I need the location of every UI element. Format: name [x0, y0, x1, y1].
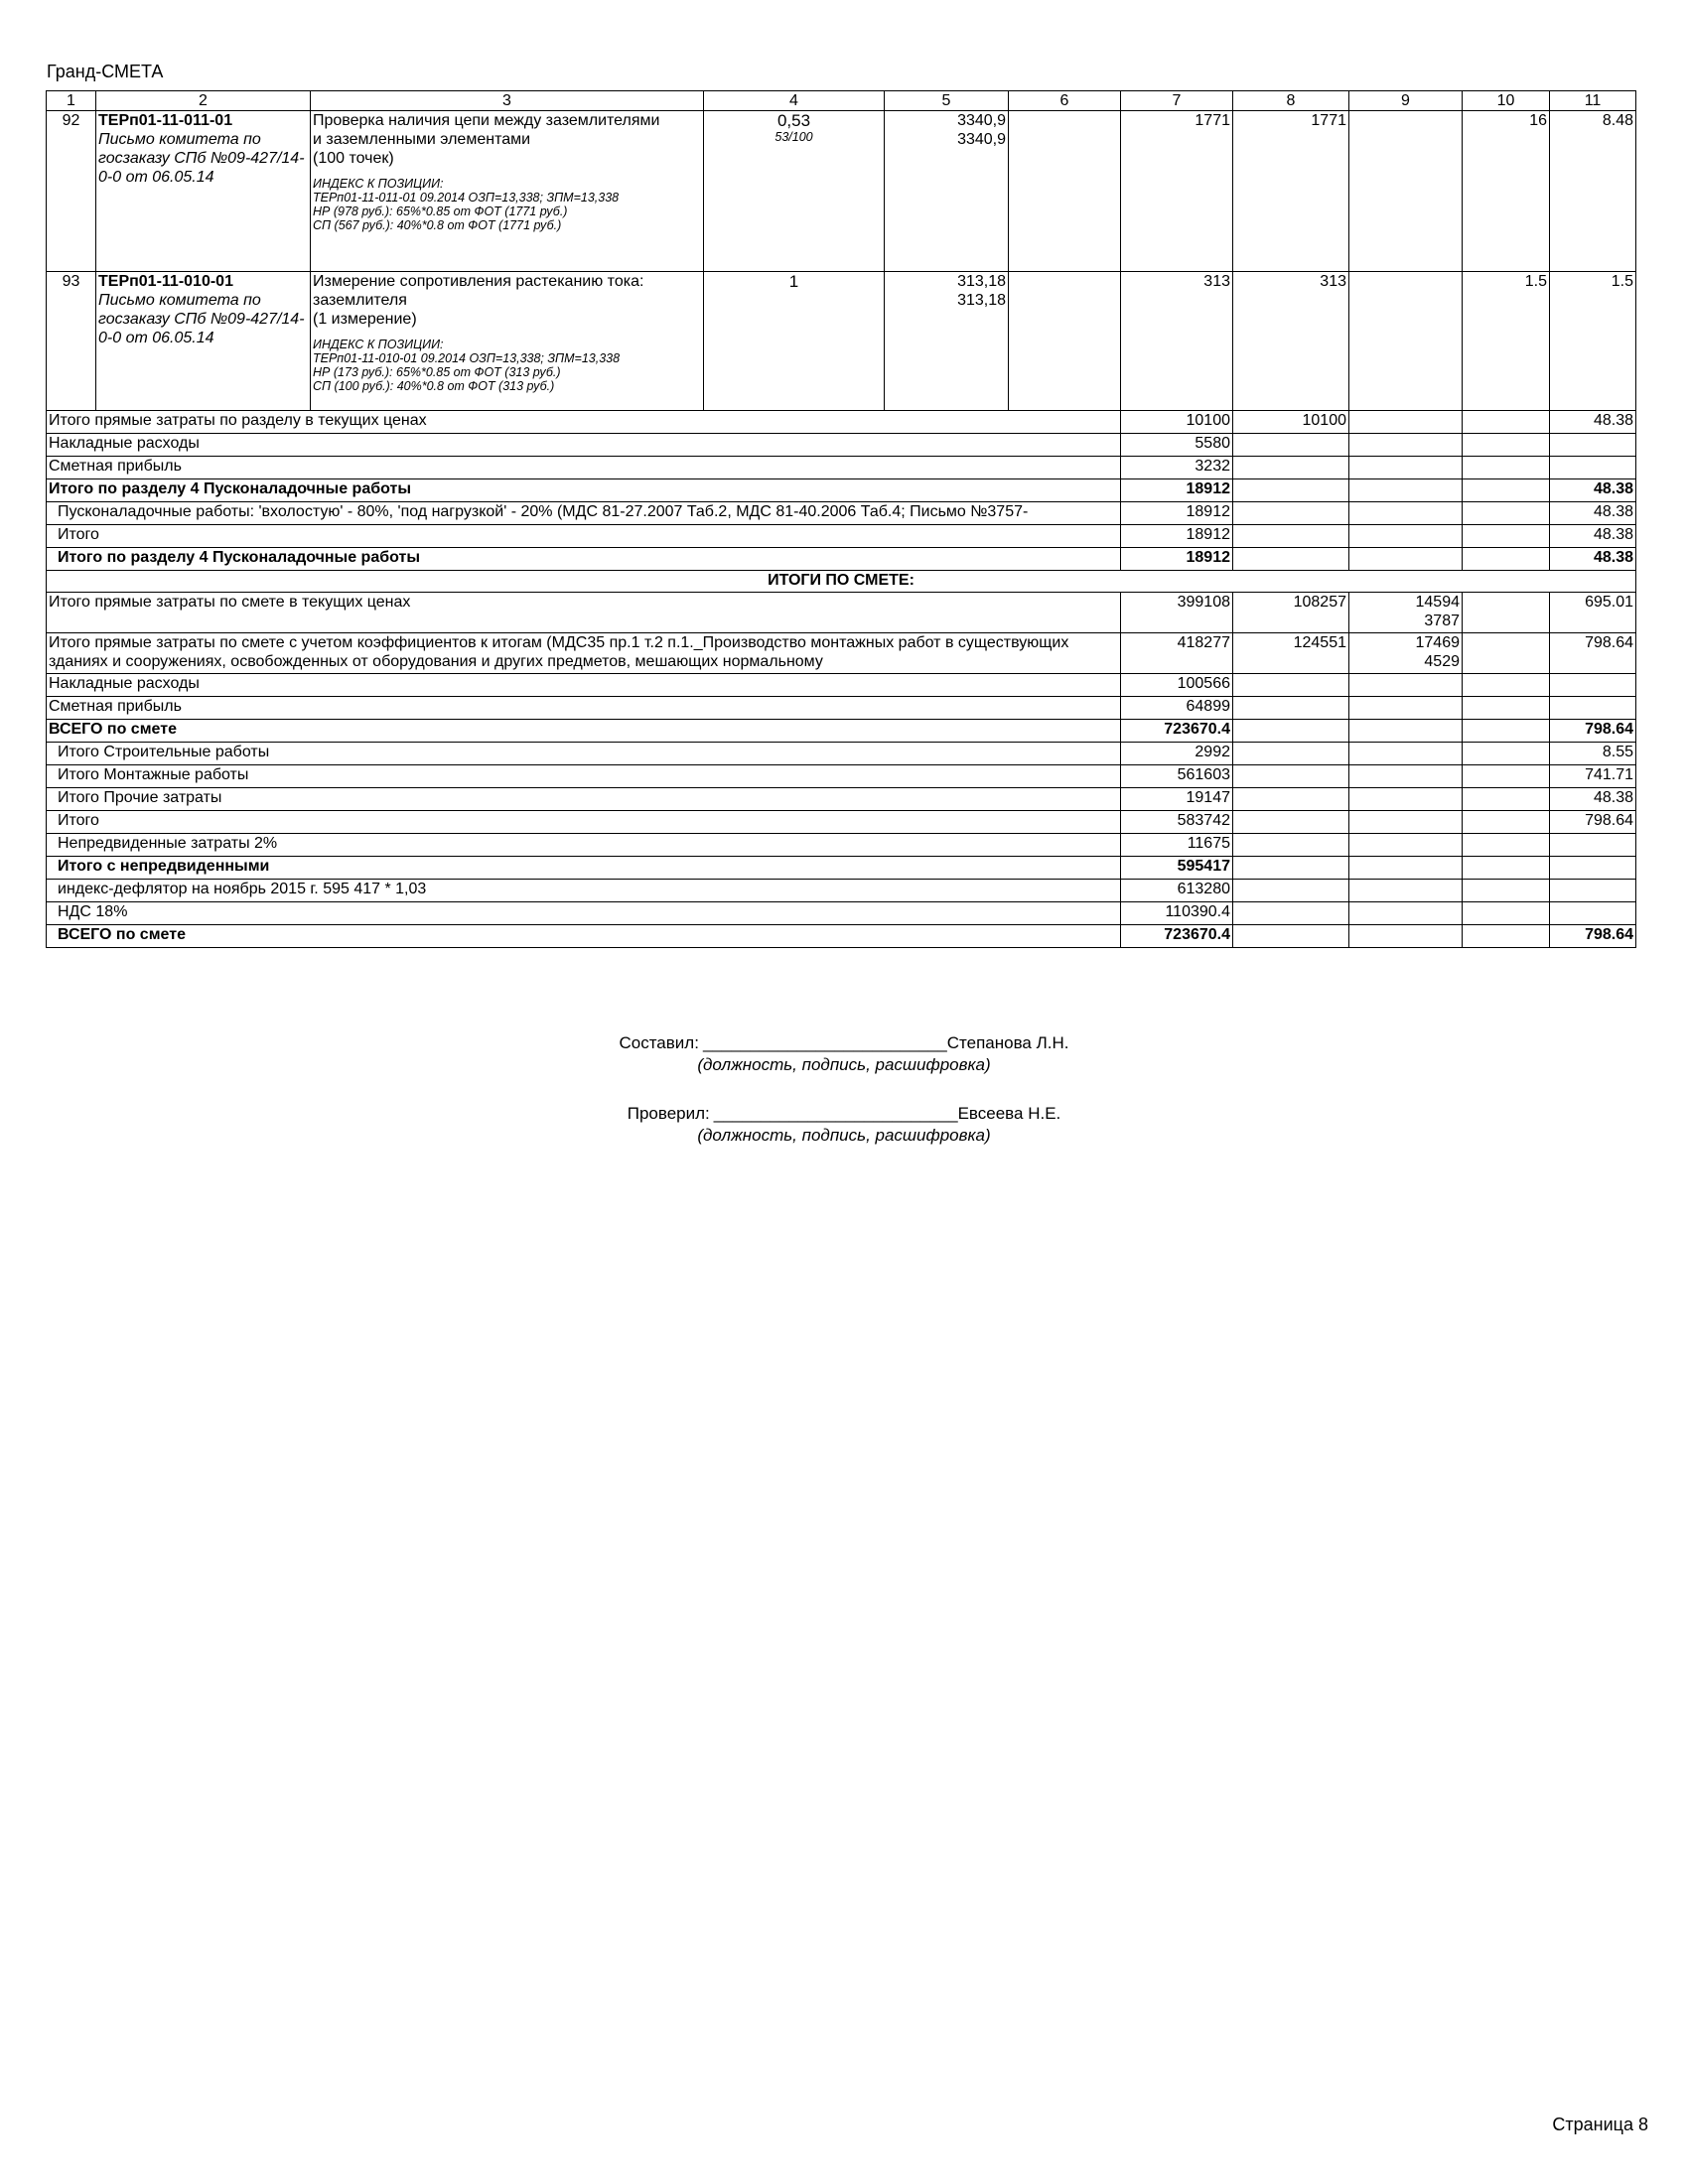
summary-row: [47, 674, 1636, 697]
summary-col-7: 399108: [1121, 593, 1233, 633]
summary-col-11: 48.38: [1550, 479, 1636, 502]
summary-col-9: [1349, 525, 1463, 548]
summary-label: Итого по разделу 4 Пусконаладочные работы: [47, 479, 1121, 502]
summary-col-11: 48.38: [1550, 548, 1636, 571]
summary-col-10: [1463, 834, 1550, 857]
totals-header-row: [47, 571, 1636, 593]
summary-col-11: [1550, 880, 1636, 902]
summary-label: Итого: [47, 811, 1121, 834]
item-col-6: [1009, 272, 1121, 411]
page-number: Страница 8: [1552, 2115, 1648, 2134]
summary-col-9: [1349, 743, 1463, 765]
signature-block: [0, 1032, 1688, 1076]
column-number: 6: [1009, 91, 1121, 111]
signature-underline: __________________________: [702, 1033, 947, 1052]
summary-row: [47, 902, 1636, 925]
item-labor: 16: [1463, 111, 1550, 272]
item-total-cost: 313: [1121, 272, 1233, 411]
summary-row: [47, 834, 1636, 857]
summary-row: [47, 743, 1636, 765]
summary-label: Итого прямые затраты по смете с учетом коэффициентов к итогам (МДС35 пр.1 т.2 п.1._Производство монтажных работ в существующих зданиях и сооружениях, освобожденных от оборудования и других предметов, мешающих нормальному: [47, 633, 1121, 674]
estimate-item-row: [47, 272, 1636, 411]
item-labor: 1.5: [1463, 272, 1550, 411]
estimate-item-row: [47, 111, 1636, 272]
summary-label: Итого Монтажные работы: [47, 765, 1121, 788]
summary-col-11: [1550, 902, 1636, 925]
summary-col-9: [1349, 788, 1463, 811]
summary-col-7: 11675: [1121, 834, 1233, 857]
column-number: 7: [1121, 91, 1233, 111]
summary-col-8: [1233, 720, 1349, 743]
item-col-8: 313: [1233, 272, 1349, 411]
item-col-6: [1009, 111, 1121, 272]
summary-col-10: [1463, 593, 1550, 633]
signature-hint: (должность, подпись, расшифровка): [697, 1126, 991, 1145]
signature-role: Проверил:: [627, 1104, 710, 1123]
summary-col-9: [1349, 411, 1463, 434]
summary-row: [47, 697, 1636, 720]
summary-col-9: [1349, 674, 1463, 697]
summary-label: Итого Прочие затраты: [47, 788, 1121, 811]
signature-name: Степанова Л.Н.: [946, 1033, 1069, 1052]
summary-col-7: 723670.4: [1121, 925, 1233, 948]
summary-col-8: 10100: [1233, 411, 1349, 434]
summary-row: [47, 633, 1636, 674]
summary-label: Итого с непредвиденными: [47, 857, 1121, 880]
summary-col-11: 741.71: [1550, 765, 1636, 788]
summary-col-8: [1233, 880, 1349, 902]
column-number: 3: [311, 91, 704, 111]
column-number: 10: [1463, 91, 1550, 111]
summary-row: [47, 479, 1636, 502]
item-total-cost: 1771: [1121, 111, 1233, 272]
summary-label: ВСЕГО по смете: [47, 925, 1121, 948]
column-number: 11: [1550, 91, 1636, 111]
summary-col-8: [1233, 811, 1349, 834]
summary-col-10: [1463, 434, 1550, 457]
summary-label: НДС 18%: [47, 902, 1121, 925]
column-number: 5: [885, 91, 1009, 111]
summary-col-7: 18912: [1121, 479, 1233, 502]
item-col-8: 1771: [1233, 111, 1349, 272]
summary-col-9-line: 14594: [1415, 594, 1460, 611]
summary-label: Непредвиденные затраты 2%: [47, 834, 1121, 857]
summary-col-7: 64899: [1121, 697, 1233, 720]
item-index-line: ИНДЕКС К ПОЗИЦИИ:: [313, 338, 444, 351]
summary-label: Итого прямые затраты по смете в текущих ценах: [47, 593, 1121, 633]
column-number: 8: [1233, 91, 1349, 111]
item-quantity-cell: [704, 111, 885, 272]
summary-col-8: [1233, 834, 1349, 857]
summary-col-11: [1550, 674, 1636, 697]
item-unit-price-line: 313,18: [957, 292, 1006, 309]
item-code: ТЕРп01-11-010-01: [98, 273, 233, 290]
summary-row: [47, 457, 1636, 479]
item-index-line: ИНДЕКС К ПОЗИЦИИ:: [313, 177, 444, 191]
summary-col-7: 613280: [1121, 880, 1233, 902]
summary-col-10: [1463, 902, 1550, 925]
summary-col-8: [1233, 548, 1349, 571]
summary-col-8: [1233, 902, 1349, 925]
summary-row: [47, 434, 1636, 457]
item-code-cell: [96, 111, 311, 272]
item-code-note: Письмо комитета по госзаказу СПб №09-427/14-0-0 от 06.05.14: [98, 131, 305, 186]
item-unit-price-line: 3340,9: [957, 131, 1006, 148]
summary-row: [47, 788, 1636, 811]
summary-col-9: [1349, 593, 1463, 633]
summary-col-9-line: 4529: [1424, 653, 1460, 670]
summary-col-10: [1463, 765, 1550, 788]
summary-col-10: [1463, 697, 1550, 720]
summary-col-9: [1349, 720, 1463, 743]
summary-label: Пусконаладочные работы: 'вхолостую' - 80%, 'под нагрузкой' - 20% (МДС 81-27.2007 Таб.2, МДС 81-40.2006 Таб.4; Письмо №3757-: [47, 502, 1121, 525]
summary-col-9: [1349, 765, 1463, 788]
summary-col-7: 18912: [1121, 502, 1233, 525]
summary-col-8: 124551: [1233, 633, 1349, 674]
summary-col-9: [1349, 834, 1463, 857]
item-code-cell: [96, 272, 311, 411]
summary-label: Итого по разделу 4 Пусконаладочные работы: [47, 548, 1121, 571]
item-quantity-cell: [704, 272, 885, 411]
summary-col-11: 695.01: [1550, 593, 1636, 633]
summary-col-9: [1349, 548, 1463, 571]
summary-label: Накладные расходы: [47, 434, 1121, 457]
summary-row: [47, 857, 1636, 880]
summary-col-11: 798.64: [1550, 633, 1636, 674]
summary-row: [47, 925, 1636, 948]
column-number: 9: [1349, 91, 1463, 111]
summary-row: [47, 765, 1636, 788]
summary-row: [47, 593, 1636, 633]
summary-col-10: [1463, 502, 1550, 525]
signature-name: Евсеева Н.Е.: [957, 1104, 1061, 1123]
summary-col-8: [1233, 457, 1349, 479]
summary-col-8: [1233, 434, 1349, 457]
summary-col-11: 48.38: [1550, 788, 1636, 811]
summary-col-11: 48.38: [1550, 411, 1636, 434]
summary-row: [47, 411, 1636, 434]
column-number: 2: [96, 91, 311, 111]
summary-col-11: 798.64: [1550, 811, 1636, 834]
summary-col-7: 18912: [1121, 525, 1233, 548]
summary-col-8: [1233, 525, 1349, 548]
summary-col-10: [1463, 720, 1550, 743]
summary-col-9: [1349, 633, 1463, 674]
summary-col-10: [1463, 411, 1550, 434]
item-description-line: Измерение сопротивления растеканию тока:: [313, 273, 644, 290]
summary-col-7: 110390.4: [1121, 902, 1233, 925]
item-labor-total: 8.48: [1550, 111, 1636, 272]
summary-label: Сметная прибыль: [47, 457, 1121, 479]
summary-col-9: [1349, 479, 1463, 502]
item-description-line: заземлителя: [313, 292, 407, 309]
signature-underline: __________________________: [713, 1104, 958, 1123]
item-col-9: [1349, 111, 1463, 272]
summary-row: [47, 811, 1636, 834]
summary-col-9: [1349, 434, 1463, 457]
summary-row: [47, 720, 1636, 743]
summary-label: Итого: [47, 525, 1121, 548]
item-unit-price-line: 313,18: [957, 273, 1006, 290]
summary-col-11: 48.38: [1550, 525, 1636, 548]
column-number: 1: [47, 91, 96, 111]
summary-row: [47, 502, 1636, 525]
item-index-line: НР (173 руб.): 65%*0.85 от ФОТ (313 руб.): [313, 365, 561, 379]
item-code-note: Письмо комитета по госзаказу СПб №09-427/14-0-0 от 06.05.14: [98, 292, 305, 346]
document-title: Гранд-СМЕТА: [47, 62, 164, 81]
summary-label: Сметная прибыль: [47, 697, 1121, 720]
summary-col-7: 583742: [1121, 811, 1233, 834]
summary-col-11: 48.38: [1550, 502, 1636, 525]
summary-col-9: [1349, 880, 1463, 902]
summary-col-10: [1463, 880, 1550, 902]
summary-col-9: [1349, 502, 1463, 525]
summary-row: [47, 548, 1636, 571]
summary-col-8: [1233, 743, 1349, 765]
signature-line: [0, 1103, 1688, 1125]
summary-col-10: [1463, 788, 1550, 811]
summary-row: [47, 880, 1636, 902]
summary-col-10: [1463, 857, 1550, 880]
summary-col-11: 798.64: [1550, 720, 1636, 743]
summary-col-9: [1349, 457, 1463, 479]
summary-col-7: 19147: [1121, 788, 1233, 811]
summary-col-10: [1463, 457, 1550, 479]
item-quantity: 1: [788, 272, 799, 291]
column-number-row: [47, 91, 1636, 111]
summary-col-11: [1550, 457, 1636, 479]
summary-col-10: [1463, 674, 1550, 697]
summary-col-7: 723670.4: [1121, 720, 1233, 743]
summary-col-10: [1463, 925, 1550, 948]
summary-col-8: [1233, 502, 1349, 525]
item-labor-total: 1.5: [1550, 272, 1636, 411]
summary-col-8: [1233, 765, 1349, 788]
summary-col-9: [1349, 902, 1463, 925]
item-unit-price-cell: [885, 111, 1009, 272]
summary-row: [47, 525, 1636, 548]
summary-col-11: [1550, 857, 1636, 880]
item-quantity: 0,53: [776, 111, 811, 130]
summary-col-7: 3232: [1121, 457, 1233, 479]
item-index-line: ТЕРп01-11-010-01 09.2014 ОЗП=13,338; ЗПМ=13,338: [313, 351, 621, 365]
item-description-cell: [311, 111, 704, 272]
summary-col-10: [1463, 548, 1550, 571]
summary-col-9: [1349, 925, 1463, 948]
column-number: 4: [704, 91, 885, 111]
summary-col-7: 561603: [1121, 765, 1233, 788]
summary-col-9: [1349, 697, 1463, 720]
summary-col-9: [1349, 857, 1463, 880]
signature-role: Составил:: [619, 1033, 699, 1052]
item-unit-price-line: 3340,9: [957, 112, 1006, 129]
summary-col-11: [1550, 434, 1636, 457]
item-description-line: (100 точек): [313, 150, 394, 167]
item-description-line: Проверка наличия цепи между заземлителями: [313, 112, 660, 129]
signature-line: [0, 1032, 1688, 1054]
summary-label: Итого Строительные работы: [47, 743, 1121, 765]
summary-col-8: [1233, 479, 1349, 502]
summary-col-7: 10100: [1121, 411, 1233, 434]
item-index-line: СП (100 руб.): 40%*0.8 от ФОТ (313 руб.): [313, 379, 555, 393]
item-index-note: [313, 177, 701, 232]
summary-label: Накладные расходы: [47, 674, 1121, 697]
summary-col-10: [1463, 525, 1550, 548]
item-description-cell: [311, 272, 704, 411]
item-unit-price-cell: [885, 272, 1009, 411]
summary-col-11: [1550, 834, 1636, 857]
estimate-table: [46, 90, 1636, 948]
summary-col-8: [1233, 788, 1349, 811]
summary-col-10: [1463, 743, 1550, 765]
summary-label: ВСЕГО по смете: [47, 720, 1121, 743]
summary-col-10: [1463, 479, 1550, 502]
item-index-note: [313, 338, 701, 393]
summary-col-8: [1233, 674, 1349, 697]
summary-col-7: 418277: [1121, 633, 1233, 674]
item-col-9: [1349, 272, 1463, 411]
signature-block: [0, 1103, 1688, 1147]
summary-col-11: [1550, 697, 1636, 720]
summary-col-11: 8.55: [1550, 743, 1636, 765]
summary-col-9-line: 17469: [1415, 634, 1460, 651]
item-code: ТЕРп01-11-011-01: [98, 112, 233, 129]
item-index-line: НР (978 руб.): 65%*0.85 от ФОТ (1771 руб.): [313, 205, 568, 218]
summary-col-10: [1463, 633, 1550, 674]
summary-col-7: 2992: [1121, 743, 1233, 765]
summary-col-11: 798.64: [1550, 925, 1636, 948]
summary-col-7: 595417: [1121, 857, 1233, 880]
signature-hint: (должность, подпись, расшифровка): [697, 1055, 991, 1074]
summary-col-7: 100566: [1121, 674, 1233, 697]
item-number: 92: [47, 111, 96, 272]
item-number: 93: [47, 272, 96, 411]
summary-col-8: [1233, 925, 1349, 948]
item-index-line: ТЕРп01-11-011-01 09.2014 ОЗП=13,338; ЗПМ=13,338: [313, 191, 620, 205]
summary-col-8: [1233, 857, 1349, 880]
summary-col-9-line: 3787: [1424, 613, 1460, 629]
summary-label: индекс-дефлятор на ноябрь 2015 г. 595 417 * 1,03: [47, 880, 1121, 902]
summary-col-8: [1233, 697, 1349, 720]
summary-col-10: [1463, 811, 1550, 834]
summary-col-7: 18912: [1121, 548, 1233, 571]
item-description-line: и заземленными элементами: [313, 131, 531, 148]
summary-col-7: 5580: [1121, 434, 1233, 457]
item-description-line: (1 измерение): [313, 311, 417, 328]
item-index-line: СП (567 руб.): 40%*0.8 от ФОТ (1771 руб.): [313, 218, 562, 232]
summary-col-8: 108257: [1233, 593, 1349, 633]
summary-label: Итого прямые затраты по разделу в текущих ценах: [47, 411, 1121, 434]
item-quantity-formula: 53/100: [774, 130, 813, 144]
totals-header: ИТОГИ ПО СМЕТЕ:: [47, 571, 1636, 593]
summary-col-9: [1349, 811, 1463, 834]
